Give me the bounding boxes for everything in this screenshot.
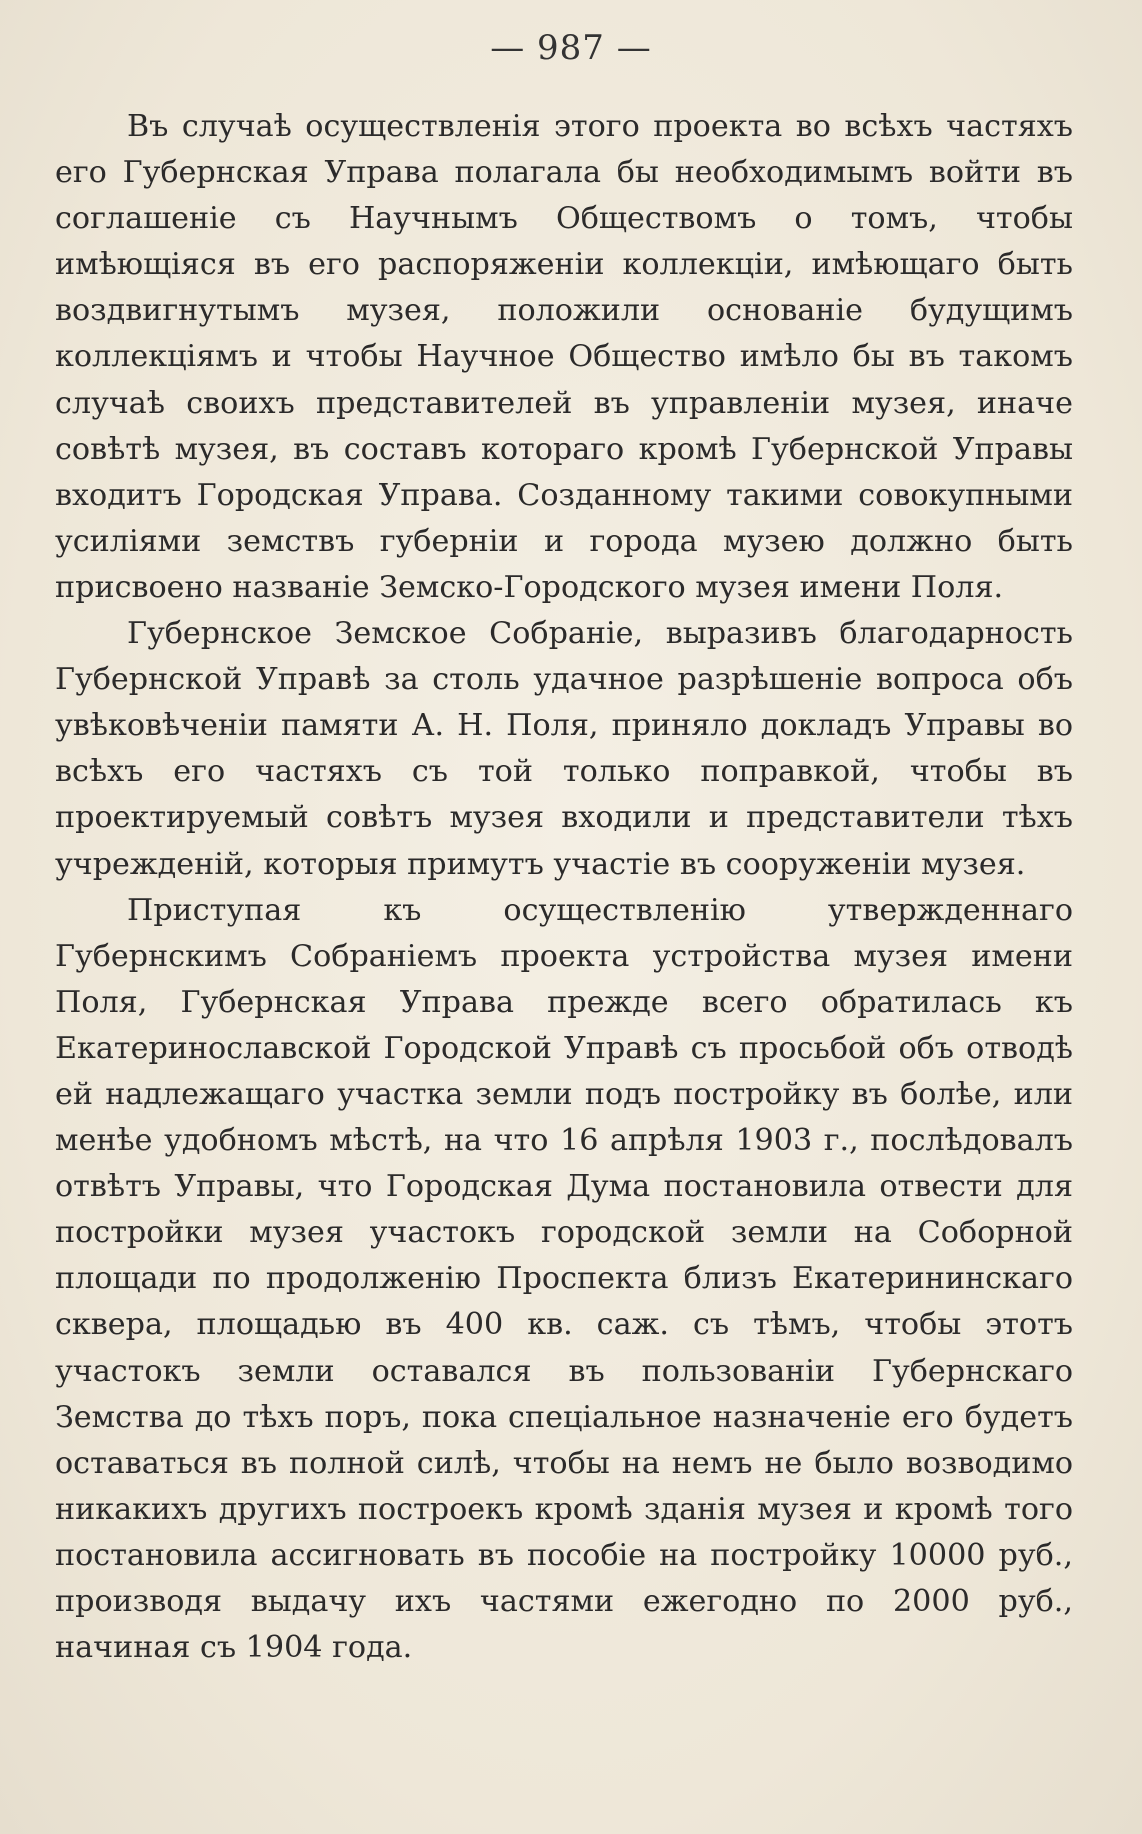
paragraph-1: Въ случаѣ осуществленія этого проекта во всѣхъ частяхъ его Губернская Управа полагала бы необходимымъ войти въ соглашеніе съ Научнымъ Обществомъ о томъ, чтобы имѣющіяся въ его распоряженіи коллекціи, имѣющаго быть воздвигнутымъ музея, положили основаніе будущимъ коллекціямъ и чтобы Научное Общество имѣло бы въ такомъ случаѣ своихъ представителей въ управленіи музея, иначе совѣтѣ музея, въ составъ котораго кромѣ Губернской Управы входитъ Городская Управа. Созданному такими совокупными усиліями земствъ губерніи и города музею должно быть присвоено названіе Земско-Городского музея имени Поля.	[55, 109, 1073, 605]
page-number: — 987 —	[490, 28, 652, 68]
paragraph-2: Губернское Земское Собраніе, выразивъ благодарность Губернской Управѣ за столь удачное разрѣшеніе вопроса объ увѣковѣченіи памяти А. Н. Поля, приняло докладъ Управы во всѣхъ его частяхъ съ той только поправкой, чтобы въ проектируемый совѣтъ музея входили и представители тѣхъ учрежденій, которыя примутъ участіе въ сооруженіи музея.	[55, 616, 1073, 882]
body-text	[55, 104, 1073, 1671]
paragraph-3: Приступая къ осуществленію утвержденнаго Губернскимъ Собраніемъ проекта устройства музея имени Поля, Губернская Управа прежде всего обратилась къ Екатеринославской Городской Управѣ съ просьбой объ отводѣ ей надлежащаго участка земли подъ постройку въ болѣе, или менѣе удобномъ мѣстѣ, на что 16 апрѣля 1903 г., послѣдовалъ отвѣтъ Управы, что Городская Дума постановила отвести для постройки музея участокъ городской земли на Соборной площади по продолженію Проспекта близъ Екатерининскаго сквера, площадью въ 400 кв. саж. съ тѣмъ, чтобы этотъ участокъ земли оставался въ пользованіи Губернскаго Земства до тѣхъ поръ, пока спеціальное назначеніе его будетъ оставаться въ полной силѣ, чтобы на немъ не было возводимо никакихъ другихъ построекъ кромѣ зданія музея и кромѣ того постановила ассигновать въ пособіе на постройку 10000 руб., производя выдачу ихъ частями ежегодно по 2000 руб., начиная съ 1904 года.	[55, 892, 1073, 1666]
